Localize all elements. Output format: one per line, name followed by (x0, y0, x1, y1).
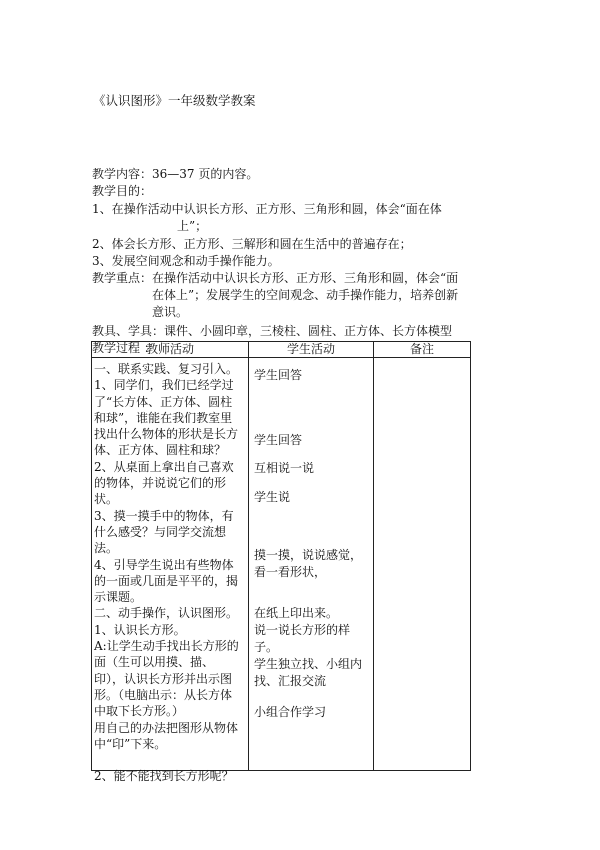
student-line: 子。 (254, 640, 279, 654)
teacher-line: A:让学生动手找出长方形的 (94, 639, 239, 654)
teacher-line: 法。 (94, 541, 119, 556)
goals-heading: 教学目的： (92, 184, 153, 198)
student-line: 看一看形状， (254, 565, 327, 579)
goal-3: 3、发展空间观念和动手操作能力。 (92, 254, 280, 268)
teacher-line: 状。 (94, 492, 119, 507)
key-points-line-1: 教学重点：在操作活动中认识长方形、正方形、三角形和圆，体会“面 (92, 271, 459, 285)
student-line: 学生回答 (254, 368, 303, 382)
teacher-line: 了“长方体、正方体、圆柱 (94, 394, 233, 409)
teacher-line: 中“印”下来。 (94, 736, 167, 751)
teacher-line: 1、认识长方形。 (94, 622, 186, 637)
teacher-line: 中取下长方形。） (94, 704, 185, 719)
student-line: 找、汇报交流 (254, 674, 327, 688)
teacher-line: 3、摸一摸手中的物体，有 (94, 508, 234, 523)
teacher-line: 2、能不能找到长方形呢？ (94, 769, 234, 784)
teacher-line: 体、正方体、圆柱和球？ (94, 443, 227, 458)
key-points-line-2: 在体上”；发展学生的空间观念、动手操作能力，培养创新 (152, 288, 459, 302)
column-divider (373, 342, 374, 770)
teacher-line: 找出什么物体的形状是长方 (94, 427, 239, 442)
student-line: 小组合作学习 (254, 705, 327, 719)
teacher-activity-cell (94, 361, 246, 785)
header-student-activity: 学生活动 (286, 342, 335, 356)
teacher-line: 印），认识长方形并出示图 (94, 671, 233, 686)
teacher-line: 的一面或几面是平平的，揭 (94, 573, 239, 588)
teacher-line: 4、引导学生说出有些物体 (94, 557, 234, 572)
student-line: 学生独立找、小组内 (254, 657, 363, 671)
header-notes: 备注 (409, 342, 434, 356)
student-line: 说一说长方形的样 (254, 623, 351, 637)
header-teacher-activity: 教师活动 (145, 342, 194, 356)
header-divider (92, 357, 470, 358)
teacher-line: 形。（电脑出示：从长方体 (94, 687, 233, 702)
goal-2: 2、体会长方形、正方形、三解形和圆在生活中的普遍存在； (92, 237, 412, 251)
teacher-line (94, 752, 246, 768)
teacher-line: 2、从桌面上拿出自己喜欢 (94, 459, 234, 474)
student-line: 学生说 (254, 490, 291, 504)
column-divider (248, 342, 249, 770)
teacher-line: 1、同学们，我们已经学过 (94, 378, 234, 393)
teacher-line: 什么感受？与同学交流想 (94, 524, 227, 539)
student-line: 互相说一说 (254, 461, 315, 475)
goal-1-line-2: 上”； (177, 219, 208, 233)
document-title: 《认识图形》一年级数学教案 (93, 93, 256, 108)
goal-1-line-1: 1、在操作活动中认识长方形、正方形、三角形和圆，体会“面在体 (92, 202, 442, 216)
teacher-line: 面（生可以用摸、描、 (94, 655, 215, 670)
teacher-line: 和球”，谁能在我们教室里 (94, 410, 233, 425)
key-points-line-3: 意识。 (152, 305, 189, 319)
teaching-tools: 教具、学具：课件、小圆印章，三棱柱、圆柱、正方体、长方体模型 (92, 324, 453, 338)
teacher-line: 一、联系实践、复习引入。 (94, 362, 239, 376)
student-line: 学生回答 (254, 433, 303, 447)
lesson-table (91, 341, 471, 784)
teacher-line: 示课题。 (94, 590, 143, 605)
student-line: 在纸上印出来。 (254, 606, 339, 620)
teacher-line: 二、动手操作，认识图形。 (94, 606, 239, 621)
process-heading: 教学过程 ： (92, 341, 156, 355)
teaching-content: 教学内容：36—37 页的内容。 (92, 167, 259, 181)
teacher-line: 用自己的办法把图形从物体 (94, 720, 239, 735)
student-line: 摸一摸，说说感觉， (254, 548, 363, 562)
teacher-line: 的物体，并说说它们的形 (94, 476, 227, 491)
